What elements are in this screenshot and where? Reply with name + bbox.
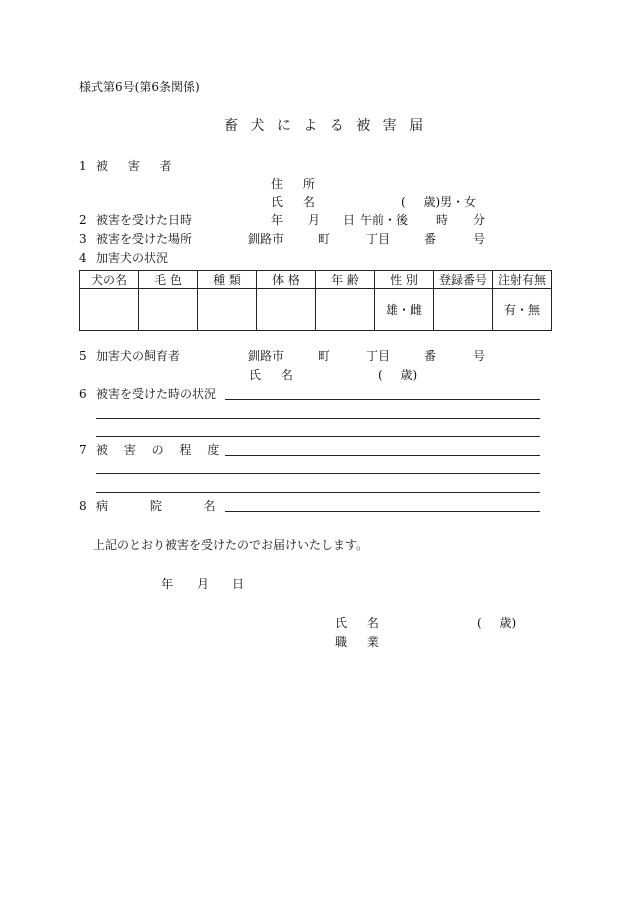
submit-year-label: 年 xyxy=(161,577,174,591)
owner-chome-label: 丁目 xyxy=(366,349,391,363)
header-vaccination: 注射有無 xyxy=(493,271,552,289)
place-city: 釧路市 xyxy=(248,232,285,246)
header-registration-number: 登録番号 xyxy=(434,271,493,289)
header-sex: 性 別 xyxy=(375,271,434,289)
section-8-number: 8 xyxy=(79,499,87,513)
minute-label: 分 xyxy=(473,213,486,227)
signer-age: ( 歳) xyxy=(477,616,517,630)
owner-go-label: 号 xyxy=(473,349,486,363)
owner-name-label: 氏 名 xyxy=(249,368,301,382)
cell-age[interactable] xyxy=(316,289,375,331)
section-3-number: 3 xyxy=(79,232,87,246)
cell-build[interactable] xyxy=(257,289,316,331)
submit-month-label: 月 xyxy=(197,577,210,591)
section-8-label: 病 院 名 xyxy=(96,499,216,513)
situation-line-1[interactable] xyxy=(225,399,540,400)
section-6-label: 被害を受けた時の状況 xyxy=(96,387,217,401)
section-2-number: 2 xyxy=(79,213,87,227)
header-age: 年 齢 xyxy=(316,271,375,289)
cell-dog-name[interactable] xyxy=(80,289,139,331)
situation-line-2[interactable] xyxy=(96,418,540,419)
cell-vaccination[interactable]: 有・無 xyxy=(493,289,552,331)
date-year-label: 年 xyxy=(271,213,284,227)
place-go-label: 号 xyxy=(473,232,486,246)
dog-table-header-row xyxy=(80,271,552,289)
date-day-label: 日 xyxy=(343,213,356,227)
form-title: 畜 犬 に よ る 被 害 届 xyxy=(224,118,428,134)
date-month-label: 月 xyxy=(308,213,321,227)
dog-info-table xyxy=(79,270,552,331)
submit-day-label: 日 xyxy=(232,577,245,591)
cell-coat-color[interactable] xyxy=(139,289,198,331)
owner-age: ( 歳) xyxy=(378,368,418,382)
damage-line-3[interactable] xyxy=(96,492,540,493)
dog-table-row xyxy=(80,289,552,331)
damage-line-1[interactable] xyxy=(225,455,540,456)
header-build: 体 格 xyxy=(257,271,316,289)
header-coat-color: 毛 色 xyxy=(139,271,198,289)
place-ban-label: 番 xyxy=(424,232,437,246)
victim-age-sex: ( 歳)男・女 xyxy=(401,195,477,209)
place-town-label: 町 xyxy=(318,232,331,246)
section-7-label: 被 害 の 程 度 xyxy=(96,443,226,457)
cell-breed[interactable] xyxy=(198,289,257,331)
damage-line-2[interactable] xyxy=(96,473,540,474)
section-4-label: 加害犬の状況 xyxy=(96,251,169,265)
owner-town-label: 町 xyxy=(318,349,331,363)
header-breed: 種 類 xyxy=(198,271,257,289)
victim-name-label: 氏 名 xyxy=(271,195,323,209)
place-chome-label: 丁目 xyxy=(366,232,391,246)
signer-name-label: 氏 名 xyxy=(335,616,387,630)
header-dog-name: 犬の名 xyxy=(80,271,139,289)
section-5-label: 加害犬の飼育者 xyxy=(96,349,181,363)
hospital-line[interactable] xyxy=(225,511,540,512)
section-7-number: 7 xyxy=(79,443,87,457)
section-5-number: 5 xyxy=(79,349,87,363)
owner-ban-label: 番 xyxy=(424,349,437,363)
signer-occupation-label: 職 業 xyxy=(335,635,387,649)
section-3-label: 被害を受けた場所 xyxy=(96,232,193,246)
cell-registration-number[interactable] xyxy=(434,289,493,331)
section-6-number: 6 xyxy=(79,387,87,401)
situation-line-3[interactable] xyxy=(96,436,540,437)
owner-city: 釧路市 xyxy=(248,349,285,363)
cell-sex[interactable]: 雄・雌 xyxy=(375,289,434,331)
section-1-number: 1 xyxy=(79,159,87,173)
statement-text: 上記のとおり被害を受けたのでお届けいたします。 xyxy=(93,538,369,552)
am-pm-label: 午前・後 xyxy=(360,213,409,227)
section-1-label: 被 害 者 xyxy=(96,159,180,173)
hour-label: 時 xyxy=(436,213,449,227)
victim-address-label: 住 所 xyxy=(271,177,323,191)
section-2-label: 被害を受けた日時 xyxy=(96,213,193,227)
form-reference: 様式第6号(第6条関係) xyxy=(79,80,200,94)
section-4-number: 4 xyxy=(79,251,87,265)
